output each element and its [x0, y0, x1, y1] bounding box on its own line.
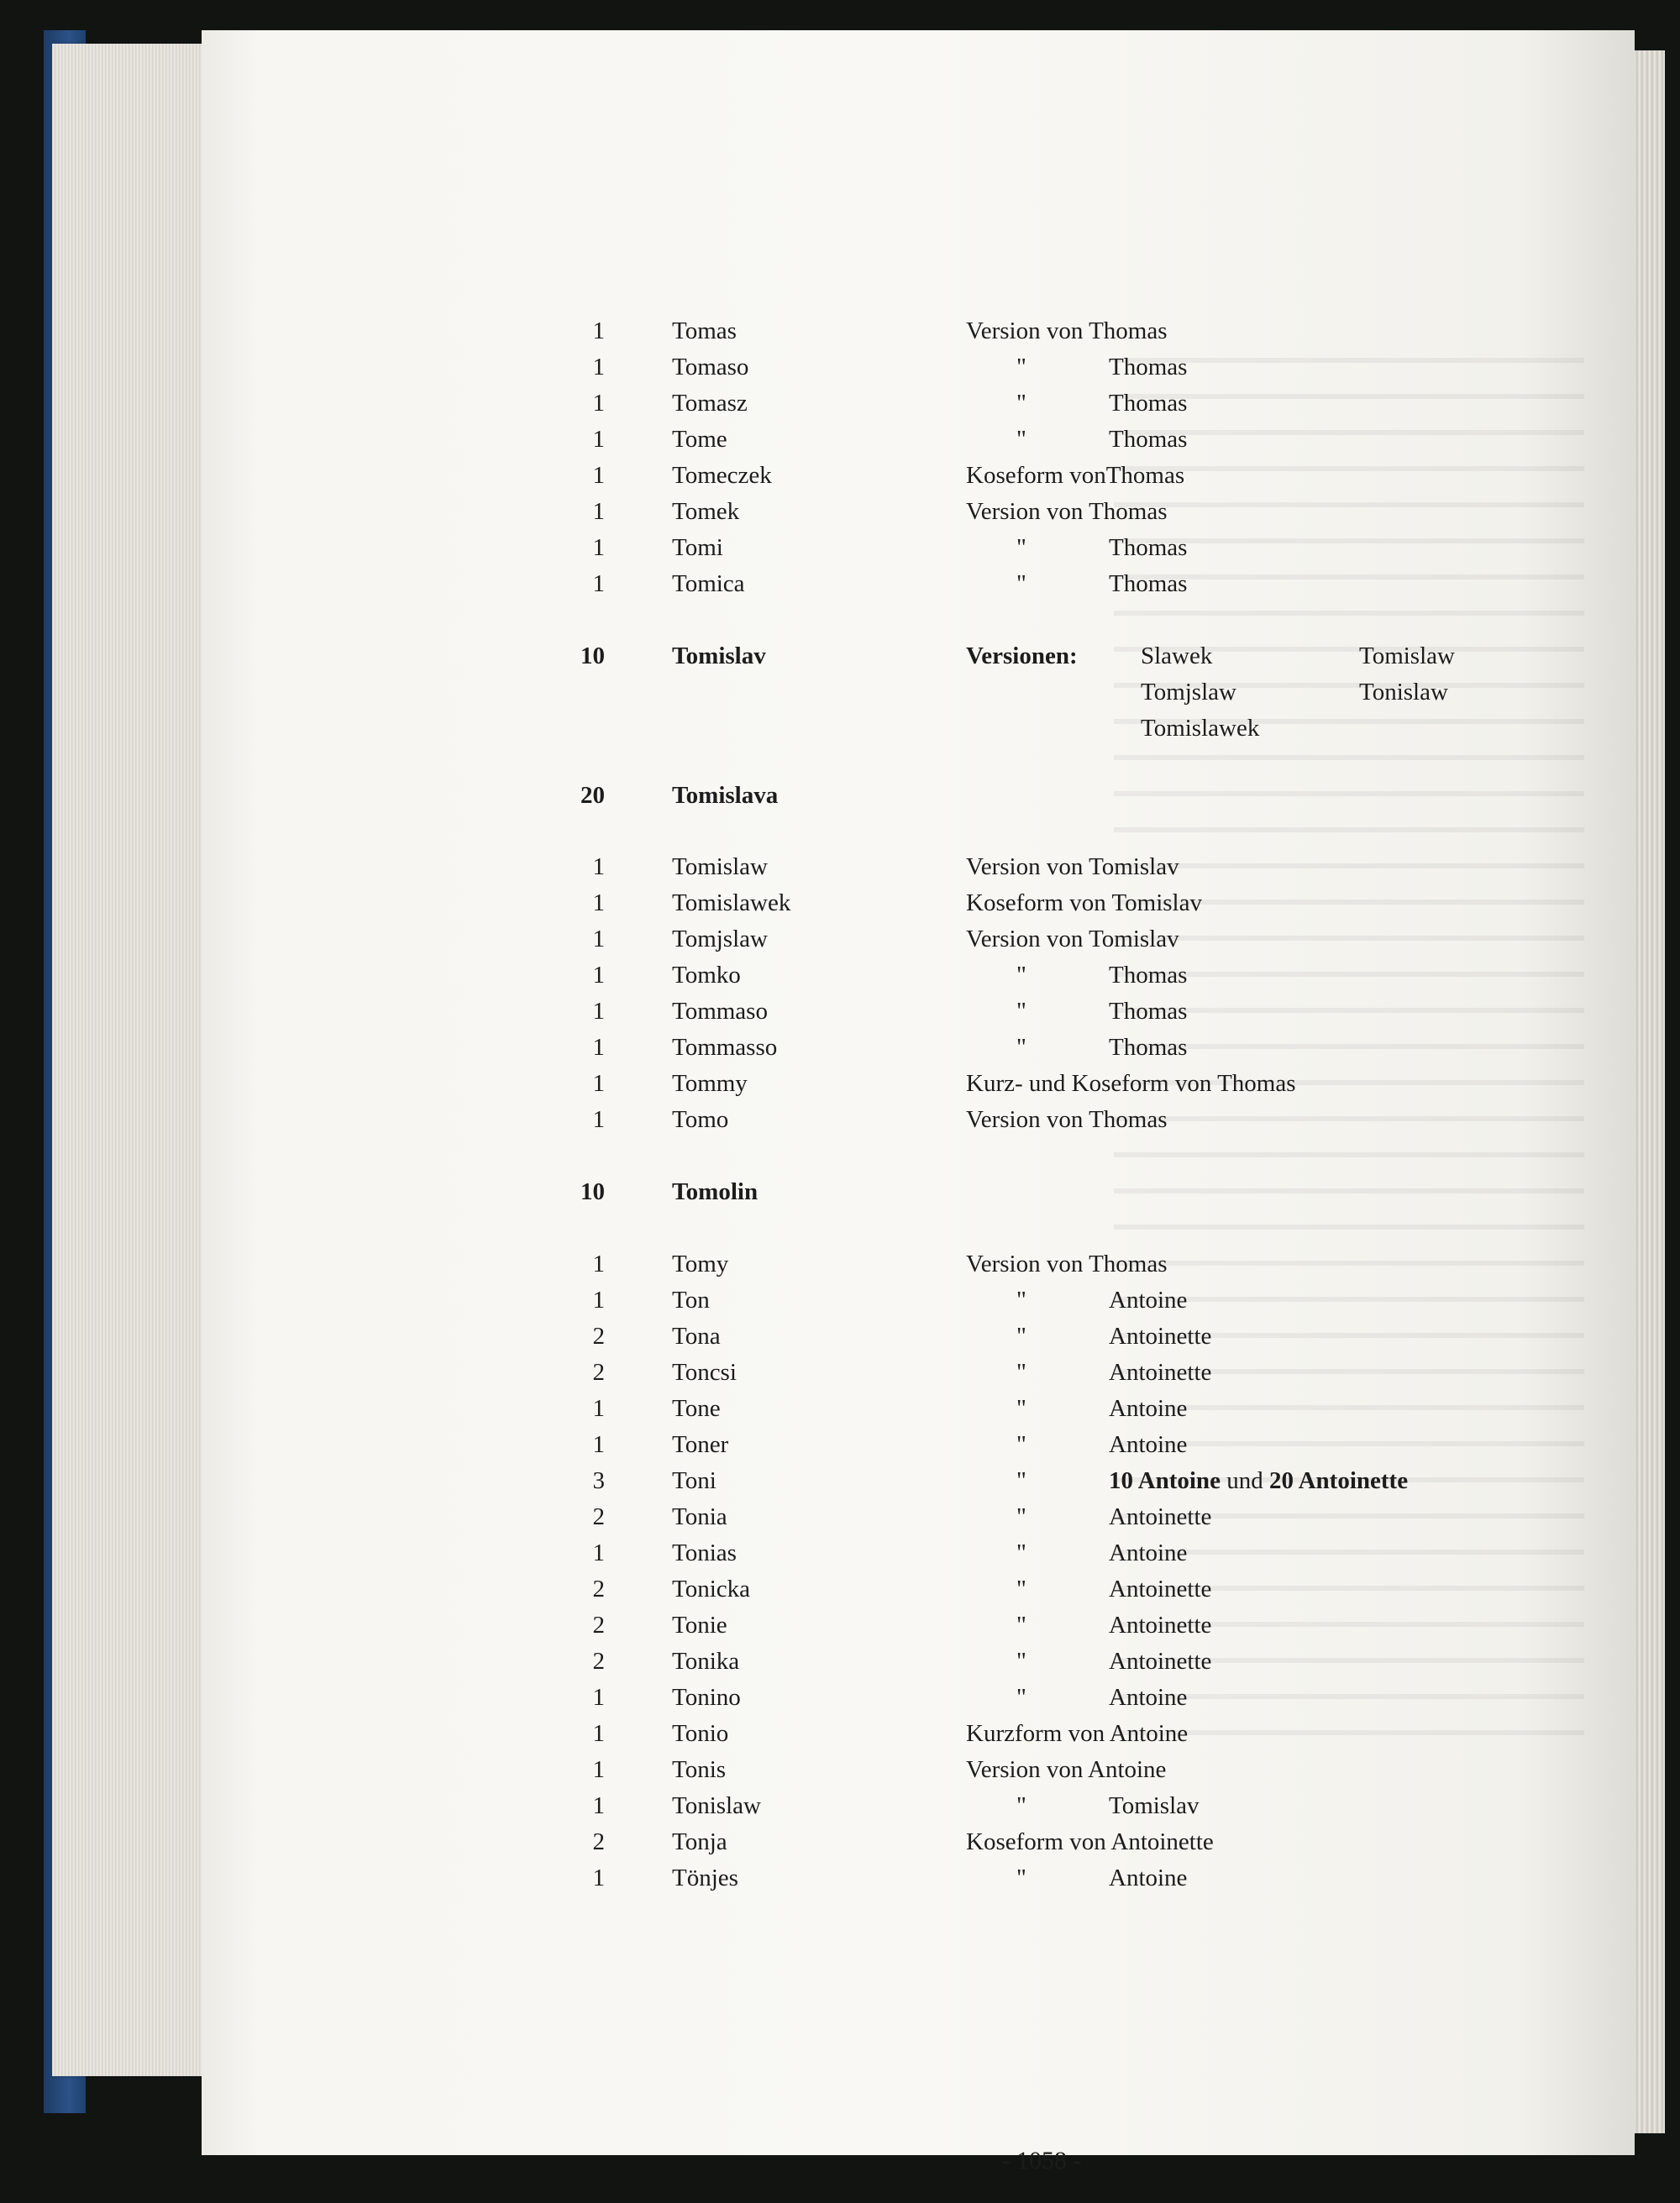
entry-name: Tonicka [672, 1576, 750, 1602]
entry-name: Tommasso [672, 1034, 778, 1061]
list-item [202, 852, 1635, 889]
list-item [202, 1863, 1635, 1900]
name-list [202, 30, 1635, 2155]
page-stack-left [52, 44, 220, 2076]
entry-name: Tomislava [672, 782, 779, 809]
list-item [202, 1610, 1635, 1647]
entry-name: Tomaso [672, 354, 749, 380]
entry-description: Koseform von Antoinette [966, 1828, 1214, 1855]
list-item [202, 1682, 1635, 1719]
entry-reference: Thomas [1109, 962, 1188, 989]
entry-count: 2 [592, 1359, 605, 1386]
ditto-mark: " [1016, 1684, 1026, 1711]
entry-count: 1 [592, 426, 605, 453]
list-item [202, 1718, 1635, 1755]
entry-description: Koseform vonThomas [966, 462, 1185, 489]
entry-description: Kurz- und Koseform von Thomas [966, 1070, 1296, 1097]
entry-reference: Antoinette [1109, 1576, 1212, 1602]
list-item [202, 569, 1635, 606]
entry-count: 1 [592, 1684, 605, 1711]
ditto-mark: " [1016, 390, 1026, 417]
entry-reference: Antoinette [1109, 1359, 1212, 1386]
ditto-mark: " [1016, 962, 1026, 989]
entry-name: Tomi [672, 534, 723, 561]
list-item [202, 1791, 1635, 1828]
entry-reference: Antoine [1109, 1684, 1188, 1711]
entry-count: 2 [592, 1576, 605, 1602]
variant-name: Tomislawek [1141, 715, 1260, 742]
variant-name: Tomjslaw [1141, 679, 1236, 705]
entry-name: Tommaso [672, 998, 768, 1025]
entry-name: Tonia [672, 1503, 727, 1530]
list-item [202, 1646, 1635, 1683]
entry-count: 1 [592, 926, 605, 952]
entry-name: Tomo [672, 1106, 729, 1133]
entry-count: 1 [592, 1287, 605, 1314]
entry-name: Ton [672, 1287, 710, 1314]
ditto-mark: " [1016, 1576, 1026, 1602]
entry-count: 1 [592, 390, 605, 417]
entry-count: 1 [592, 853, 605, 880]
entry-name: Tommy [672, 1070, 748, 1097]
entry-count: 3 [592, 1467, 605, 1494]
entry-description: Versionen: [966, 643, 1078, 669]
entry-count: 1 [592, 462, 605, 489]
entry-count: 1 [592, 1720, 605, 1747]
ditto-mark: " [1016, 998, 1026, 1025]
entry-count: 2 [592, 1323, 605, 1350]
entry-count: 1 [592, 1792, 605, 1819]
entry-name: Tonino [672, 1684, 741, 1711]
entry-name: Tomeczek [672, 462, 772, 489]
page-number: - 1058 - [1001, 2147, 1082, 2174]
entry-description: Version von Tomislav [966, 853, 1179, 880]
entry-name: Tomko [672, 962, 741, 989]
entry-count: 10 [580, 643, 605, 669]
list-item [202, 1466, 1635, 1503]
entry-name: Tonika [672, 1648, 740, 1675]
list-item [202, 641, 1635, 742]
entry-reference: Antoinette [1109, 1323, 1212, 1350]
ditto-mark: " [1016, 1395, 1026, 1422]
entry-name: Tomek [672, 498, 740, 525]
entry-name: Tone [672, 1395, 721, 1422]
entry-count: 1 [592, 1756, 605, 1783]
ditto-mark: " [1016, 1503, 1026, 1530]
list-item [202, 388, 1635, 425]
list-item [202, 1032, 1635, 1069]
entry-name: Toncsi [672, 1359, 737, 1386]
ditto-mark: " [1016, 1865, 1026, 1891]
entry-reference: Slawek [1141, 643, 1213, 669]
list-item [202, 496, 1635, 533]
entry-name: Tomas [672, 317, 737, 344]
entry-count: 1 [592, 1865, 605, 1891]
entry-reference: Antoine [1109, 1865, 1188, 1891]
list-item [202, 960, 1635, 997]
list-item [202, 1574, 1635, 1611]
ditto-mark: " [1016, 1612, 1026, 1639]
entry-description: Version von Tomislav [966, 926, 1179, 952]
ditto-mark: " [1016, 1467, 1026, 1494]
entry-count: 1 [592, 1106, 605, 1133]
entry-count: 2 [592, 1828, 605, 1855]
entry-name: Tona [672, 1323, 721, 1350]
ditto-mark: " [1016, 1323, 1026, 1350]
entry-name: Tomislav [672, 643, 766, 669]
entry-name: Tomjslaw [672, 926, 768, 952]
list-item [202, 352, 1635, 389]
entry-reference: Thomas [1109, 354, 1188, 380]
list-item [202, 1357, 1635, 1394]
list-item [202, 424, 1635, 461]
list-item [202, 780, 1635, 817]
list-item [202, 1249, 1635, 1286]
entry-description: Version von Thomas [966, 1251, 1168, 1277]
ditto-mark: " [1016, 1648, 1026, 1675]
list-item [202, 1321, 1635, 1358]
ditto-mark: " [1016, 1539, 1026, 1566]
entry-count: 1 [592, 570, 605, 597]
ditto-mark: " [1016, 426, 1026, 453]
entry-description: Version von Thomas [966, 317, 1168, 344]
entry-reference: Antoine [1109, 1287, 1188, 1314]
entry-count: 1 [592, 498, 605, 525]
ditto-mark: " [1016, 570, 1026, 597]
entry-name: Tonie [672, 1612, 727, 1639]
list-item [202, 460, 1635, 497]
entry-reference: Thomas [1109, 534, 1188, 561]
entry-name: Tomislaw [672, 853, 768, 880]
entry-name: Tonias [672, 1539, 737, 1566]
entry-reference: Thomas [1109, 570, 1188, 597]
list-item [202, 1827, 1635, 1864]
ditto-mark: " [1016, 354, 1026, 380]
entry-count: 1 [592, 1395, 605, 1422]
list-item [202, 1429, 1635, 1466]
entry-reference: Thomas [1109, 998, 1188, 1025]
entry-count: 1 [592, 889, 605, 916]
entry-count: 1 [592, 1539, 605, 1566]
entry-description: Version von Thomas [966, 498, 1168, 525]
entry-name: Tomy [672, 1251, 729, 1277]
list-item [202, 532, 1635, 569]
variant-name: Tonislaw [1359, 679, 1448, 705]
entry-count: 1 [592, 962, 605, 989]
ditto-mark: " [1016, 1792, 1026, 1819]
ditto-mark: " [1016, 1287, 1026, 1314]
entry-count: 2 [592, 1612, 605, 1639]
entry-reference: Antoinette [1109, 1612, 1212, 1639]
entry-count: 1 [592, 1034, 605, 1061]
page-stack-right [1630, 50, 1665, 2133]
entry-reference: Thomas [1109, 390, 1188, 417]
list-item [202, 316, 1635, 353]
entry-reference: Antoinette [1109, 1648, 1212, 1675]
entry-reference: Antoine [1109, 1539, 1188, 1566]
entry-reference: Tomislav [1109, 1792, 1200, 1819]
book-page [202, 30, 1635, 2174]
ditto-mark: " [1016, 1431, 1026, 1458]
entry-name: Toner [672, 1431, 729, 1458]
ditto-mark: " [1016, 1359, 1026, 1386]
entry-name: Tönjes [672, 1865, 738, 1891]
entry-name: Tomolin [672, 1178, 759, 1205]
list-item [202, 1755, 1635, 1791]
entry-reference: Antoine [1109, 1431, 1188, 1458]
entry-name: Tonis [672, 1756, 727, 1783]
entry-name: Tome [672, 426, 727, 453]
list-item [202, 888, 1635, 925]
entry-count: 2 [592, 1503, 605, 1530]
list-item [202, 924, 1635, 961]
entry-reference: Antoinette [1109, 1503, 1212, 1530]
list-item [202, 1177, 1635, 1214]
entry-description: Version von Thomas [966, 1106, 1168, 1133]
list-item [202, 1068, 1635, 1105]
entry-count: 1 [592, 1251, 605, 1277]
entry-reference: Thomas [1109, 426, 1188, 453]
entry-name: Tomica [672, 570, 745, 597]
entry-count: 10 [580, 1178, 605, 1205]
list-item [202, 1502, 1635, 1539]
ditto-mark: " [1016, 1034, 1026, 1061]
entry-name: Tonja [672, 1828, 727, 1855]
ditto-mark: " [1016, 534, 1026, 561]
entry-count: 2 [592, 1648, 605, 1675]
entry-name: Toni [672, 1467, 717, 1494]
list-item [202, 1538, 1635, 1575]
entry-name: Tonio [672, 1720, 729, 1747]
entry-name: Tomasz [672, 390, 748, 417]
entry-name: Tomislawek [672, 889, 791, 916]
entry-name: Tonislaw [672, 1792, 761, 1819]
entry-reference: Antoine [1109, 1395, 1188, 1422]
list-item [202, 996, 1635, 1033]
list-item [202, 1285, 1635, 1322]
entry-count: 1 [592, 534, 605, 561]
entry-reference: Thomas [1109, 1034, 1188, 1061]
entry-description: Version von Antoine [966, 1756, 1167, 1783]
variant-name: Tomislaw [1359, 643, 1455, 669]
entry-count: 1 [592, 1431, 605, 1458]
entry-reference: 10 Antoine und 20 Antoinette [1109, 1467, 1409, 1494]
entry-count: 1 [592, 998, 605, 1025]
entry-count: 1 [592, 354, 605, 380]
entry-count: 1 [592, 317, 605, 344]
entry-description: Kurzform von Antoine [966, 1720, 1189, 1747]
entry-description: Koseform von Tomislav [966, 889, 1202, 916]
list-item [202, 1393, 1635, 1430]
entry-count: 20 [580, 782, 605, 809]
list-item [202, 1104, 1635, 1141]
entry-count: 1 [592, 1070, 605, 1097]
